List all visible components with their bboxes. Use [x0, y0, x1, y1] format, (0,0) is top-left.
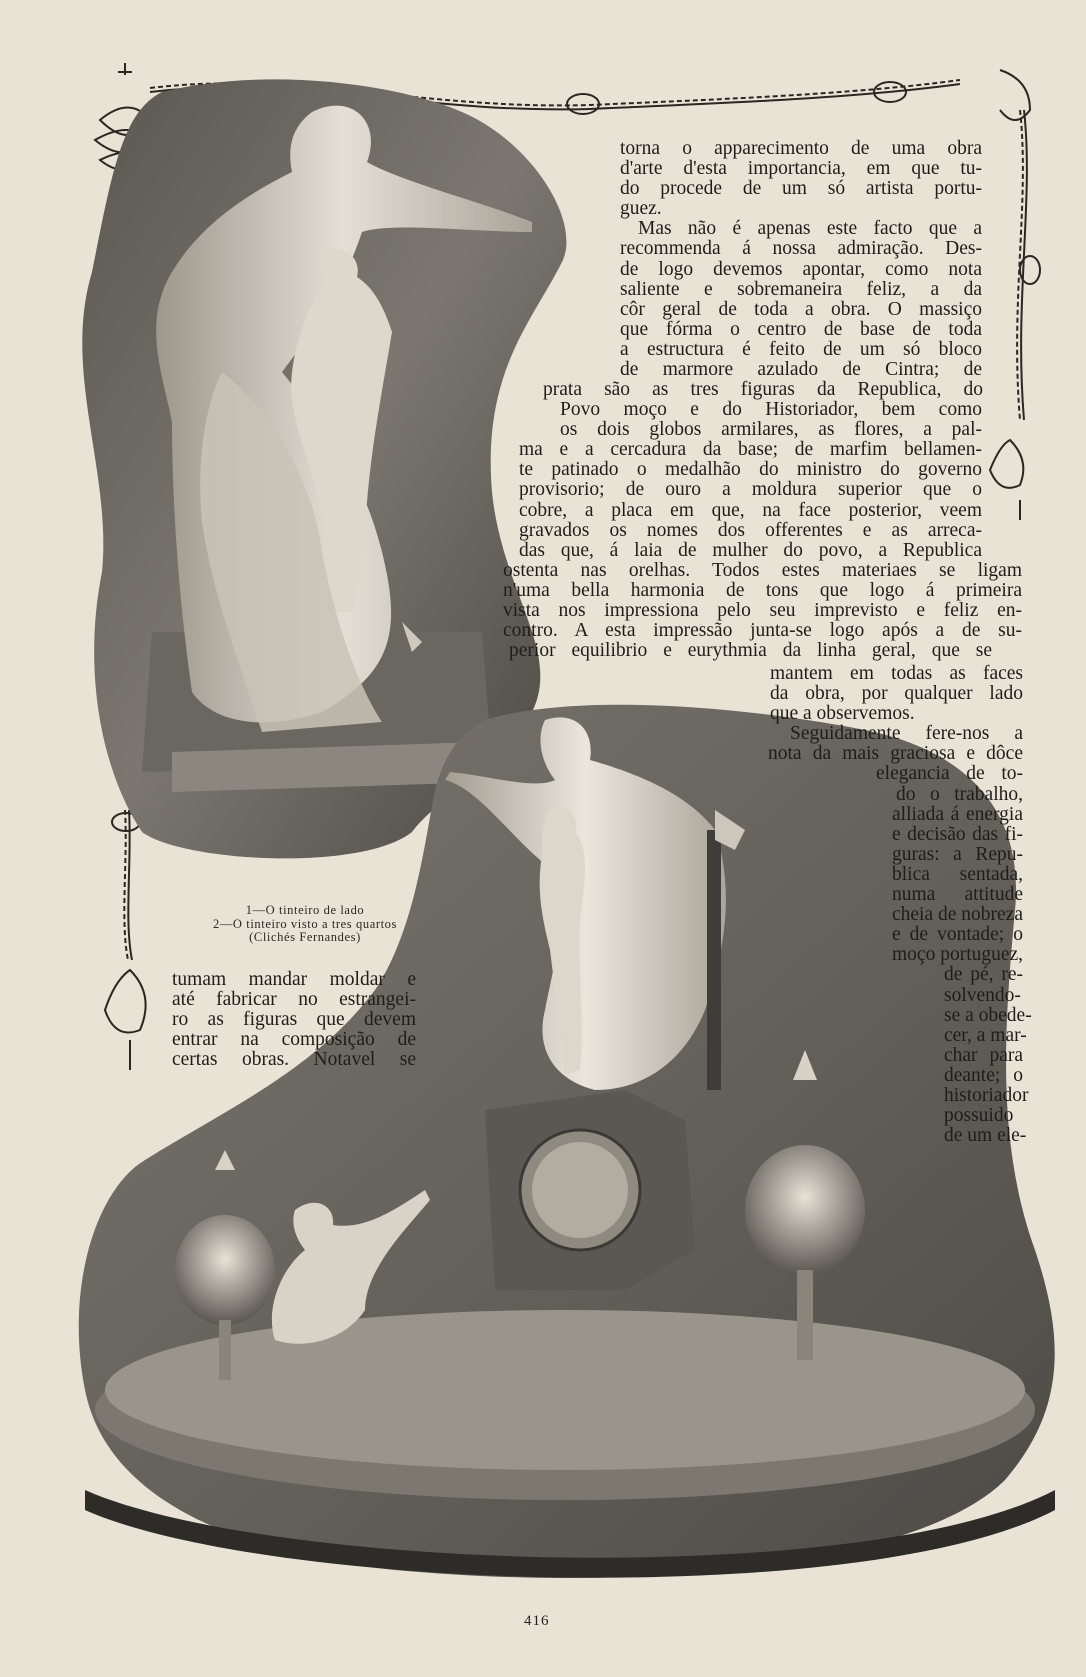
text-line: e decisão das fi-: [892, 823, 1023, 845]
text-line: da obra, por qualquer lado: [770, 683, 1023, 705]
text-line: guez.: [620, 198, 662, 220]
text-line: de marmore azulado de Cintra; de: [620, 359, 982, 381]
text-line: ro as figuras que devem: [172, 1009, 416, 1031]
text-line: cer, a mar-: [944, 1024, 1027, 1046]
text-line: a estructura é feito de um só bloco: [620, 338, 982, 360]
text-line: mantem em todas as faces: [770, 663, 1023, 684]
text-line: solvendo-: [944, 984, 1021, 1006]
text-line: de um ele-: [944, 1125, 1027, 1147]
text-line: se a obede-: [944, 1004, 1032, 1026]
text-line: cobre, a placa em que, na face posterior, veem: [519, 499, 982, 521]
text-line: os dois globos armilares, as flores, a pal-: [560, 419, 982, 441]
text-line: ostenta nas orelhas. Todos estes materiaes se ligam: [503, 559, 1022, 581]
text-line: de pé, re-: [944, 964, 1023, 986]
text-line: te patinado o medalhão do ministro do governo: [519, 459, 982, 481]
text-line: que fórma o centro de base de toda: [620, 318, 982, 340]
text-line: Seguidamente fere-nos a: [790, 723, 1023, 745]
text-line: que a observemos.: [770, 703, 915, 725]
text-line: char para: [944, 1044, 1023, 1066]
text-line: numa attitude: [892, 884, 1023, 906]
article-column-left: [172, 970, 416, 1070]
text-line: côr geral de toda a obra. O massiço: [620, 298, 982, 320]
text-line: d'arte d'esta importancia, em que tu-: [620, 158, 982, 180]
text-line: Povo moço e do Historiador, bem como: [560, 399, 982, 421]
text-line: provisorio; de ouro a moldura superior que o: [519, 479, 982, 501]
text-line: entrar na composição de: [172, 1029, 416, 1051]
text-line: perior equilibrio e eurythmia da linha geral, que se: [509, 640, 992, 662]
text-line: do o trabalho,: [896, 783, 1023, 805]
text-line: cheia de nobreza: [892, 904, 1023, 926]
caption-line: 1—O tinteiro de lado: [245, 903, 365, 917]
text-line: tumam mandar moldar e: [172, 969, 416, 990]
text-line: deante; o: [944, 1064, 1023, 1086]
text-line: guras: a Repu-: [892, 843, 1023, 865]
text-line: recommenda á nossa admiração. Des-: [620, 238, 982, 260]
text-line: torna o apparecimento de uma obra: [620, 138, 982, 159]
article-column-right-narrow: [0, 664, 1086, 1146]
text-line: possuido: [944, 1105, 1014, 1127]
text-line: prata são as tres figuras da Republica, do: [543, 379, 983, 400]
text-line: ma e a cercadura da base; de marfim bellamen-: [519, 439, 982, 461]
text-line: moço portuguez,: [892, 944, 1024, 966]
text-line: das que, á laia de mulher do povo, a Republica: [519, 539, 982, 561]
page-number: 416: [524, 1613, 550, 1629]
caption-line: (Clichés Fernandes): [249, 930, 361, 944]
photo-caption: [175, 904, 435, 945]
text-line: elegancia de to-: [876, 763, 1023, 785]
caption-line: 2—O tinteiro visto a tres quartos: [212, 916, 397, 931]
article-column-right-top: [620, 139, 982, 380]
text-line: contro. A esta impressão junta-se logo após a de su-: [503, 620, 1022, 642]
text-line: do procede de um só artista portu-: [620, 178, 982, 200]
text-line: blica sentada,: [892, 863, 1023, 885]
text-line: saliente e sobremaneira feliz, a da: [620, 278, 982, 300]
text-line: alliada á energia: [892, 803, 1023, 825]
text-line: Mas não é apenas este facto que a: [638, 218, 982, 240]
text-line: de logo devemos apontar, como nota: [620, 258, 982, 280]
text-line: gravados os nomes dos offerentes e as arreca-: [519, 519, 982, 541]
text-line: certas obras. Notavel se: [172, 1049, 416, 1071]
text-line: historiador: [944, 1084, 1029, 1106]
text-line: e de vontade; o: [892, 924, 1023, 946]
text-line: até fabricar no estrangei-: [172, 989, 416, 1011]
article-column-middle: [0, 380, 1086, 661]
text-line: vista nos impressiona pelo seu imprevisto e feliz en-: [503, 600, 1022, 622]
text-line: nota da mais graciosa e dôce: [768, 743, 1023, 765]
text-line: n'uma bella harmonia de tons que logo á primeira: [503, 579, 1022, 601]
